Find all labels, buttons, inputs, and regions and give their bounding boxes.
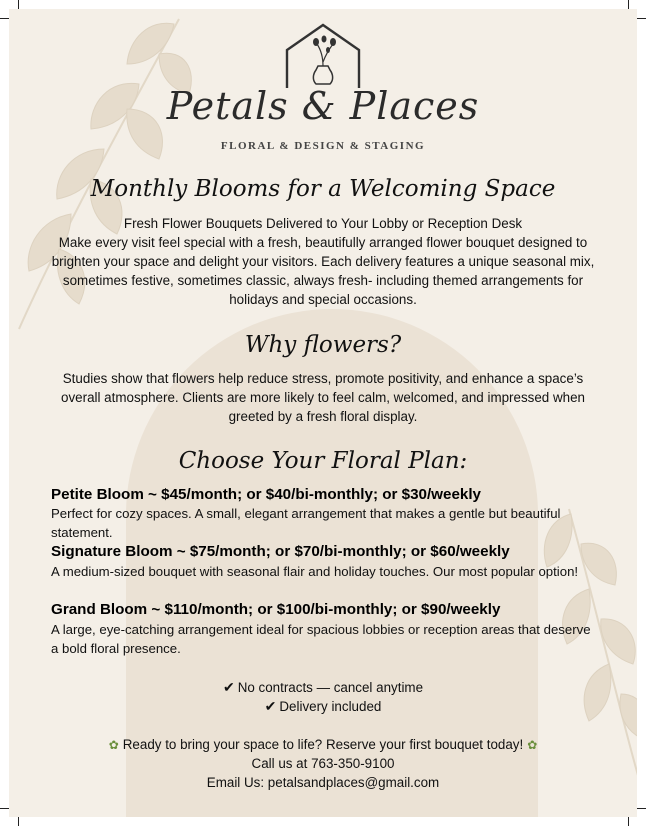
perk-label: No contracts — cancel anytime — [237, 680, 424, 695]
plan-petite-description: Perfect for cozy spaces. A small, elegant arrangement that makes a gentle but beautiful statement. — [51, 506, 561, 540]
house-vase-logo-icon — [283, 22, 363, 90]
why-title: Why flowers? — [244, 332, 402, 358]
plan-petite-title: Petite Bloom ~ $45/month; or $40/bi-monthly; or $30/weekly — [51, 486, 482, 503]
headline-body: Make every visit feel special with a fresh, beautifully arranged flower bouquet designed to brighten your space and delight your visitors. Each delivery features a unique seasonal mix, sometimes festive, sometimes classic, always fresh- including themed arrangements for holidays and special occasions. — [51, 235, 595, 307]
email-line[interactable]: Email Us: petalsandplaces@gmail.com — [206, 775, 440, 790]
perk-no-contracts — [0, 678, 646, 697]
sprig-icon: ✿ — [527, 738, 538, 752]
perk-delivery — [0, 697, 646, 716]
plan-signature-title: Signature Bloom ~ $75/month; or $70/bi-monthly; or $60/weekly — [51, 543, 510, 560]
plan-grand-title: Grand Bloom ~ $110/month; or $100/bi-monthly; or $90/weekly — [51, 601, 501, 618]
plan-signature-description: A medium-sized bouquet with seasonal flair and holiday touches. Our most popular option! — [51, 564, 579, 579]
cta-line — [0, 735, 646, 755]
checkmark-icon: ✔ — [264, 698, 277, 714]
headline-subtitle: Fresh Flower Bouquets Delivered to Your Lobby or Reception Desk — [123, 216, 523, 231]
cta-text: Ready to bring your space to life? Reserve your first bouquet today! — [122, 737, 524, 752]
phone-line[interactable]: Call us at 763-350-9100 — [251, 756, 395, 771]
brand-name: Petals & Places — [166, 84, 480, 128]
headline-title: Monthly Blooms for a Welcoming Space — [90, 176, 556, 202]
checkmark-icon: ✔ — [222, 679, 235, 695]
plan-grand-description: A large, eye-catching arrangement ideal for spacious lobbies or reception areas that deserve a bold floral presence. — [51, 622, 591, 656]
perk-label: Delivery included — [279, 699, 382, 714]
plans-title: Choose Your Floral Plan: — [178, 448, 468, 474]
sprig-icon: ✿ — [108, 738, 119, 752]
why-body: Studies show that flowers help reduce stress, promote positivity, and enhance a space’s overall atmosphere. Clients are more likely to feel calm, welcomed, and impressed when greeted by a fresh floral display. — [61, 371, 585, 424]
brand-tagline: FLORAL & DESIGN & STAGING — [220, 140, 426, 152]
